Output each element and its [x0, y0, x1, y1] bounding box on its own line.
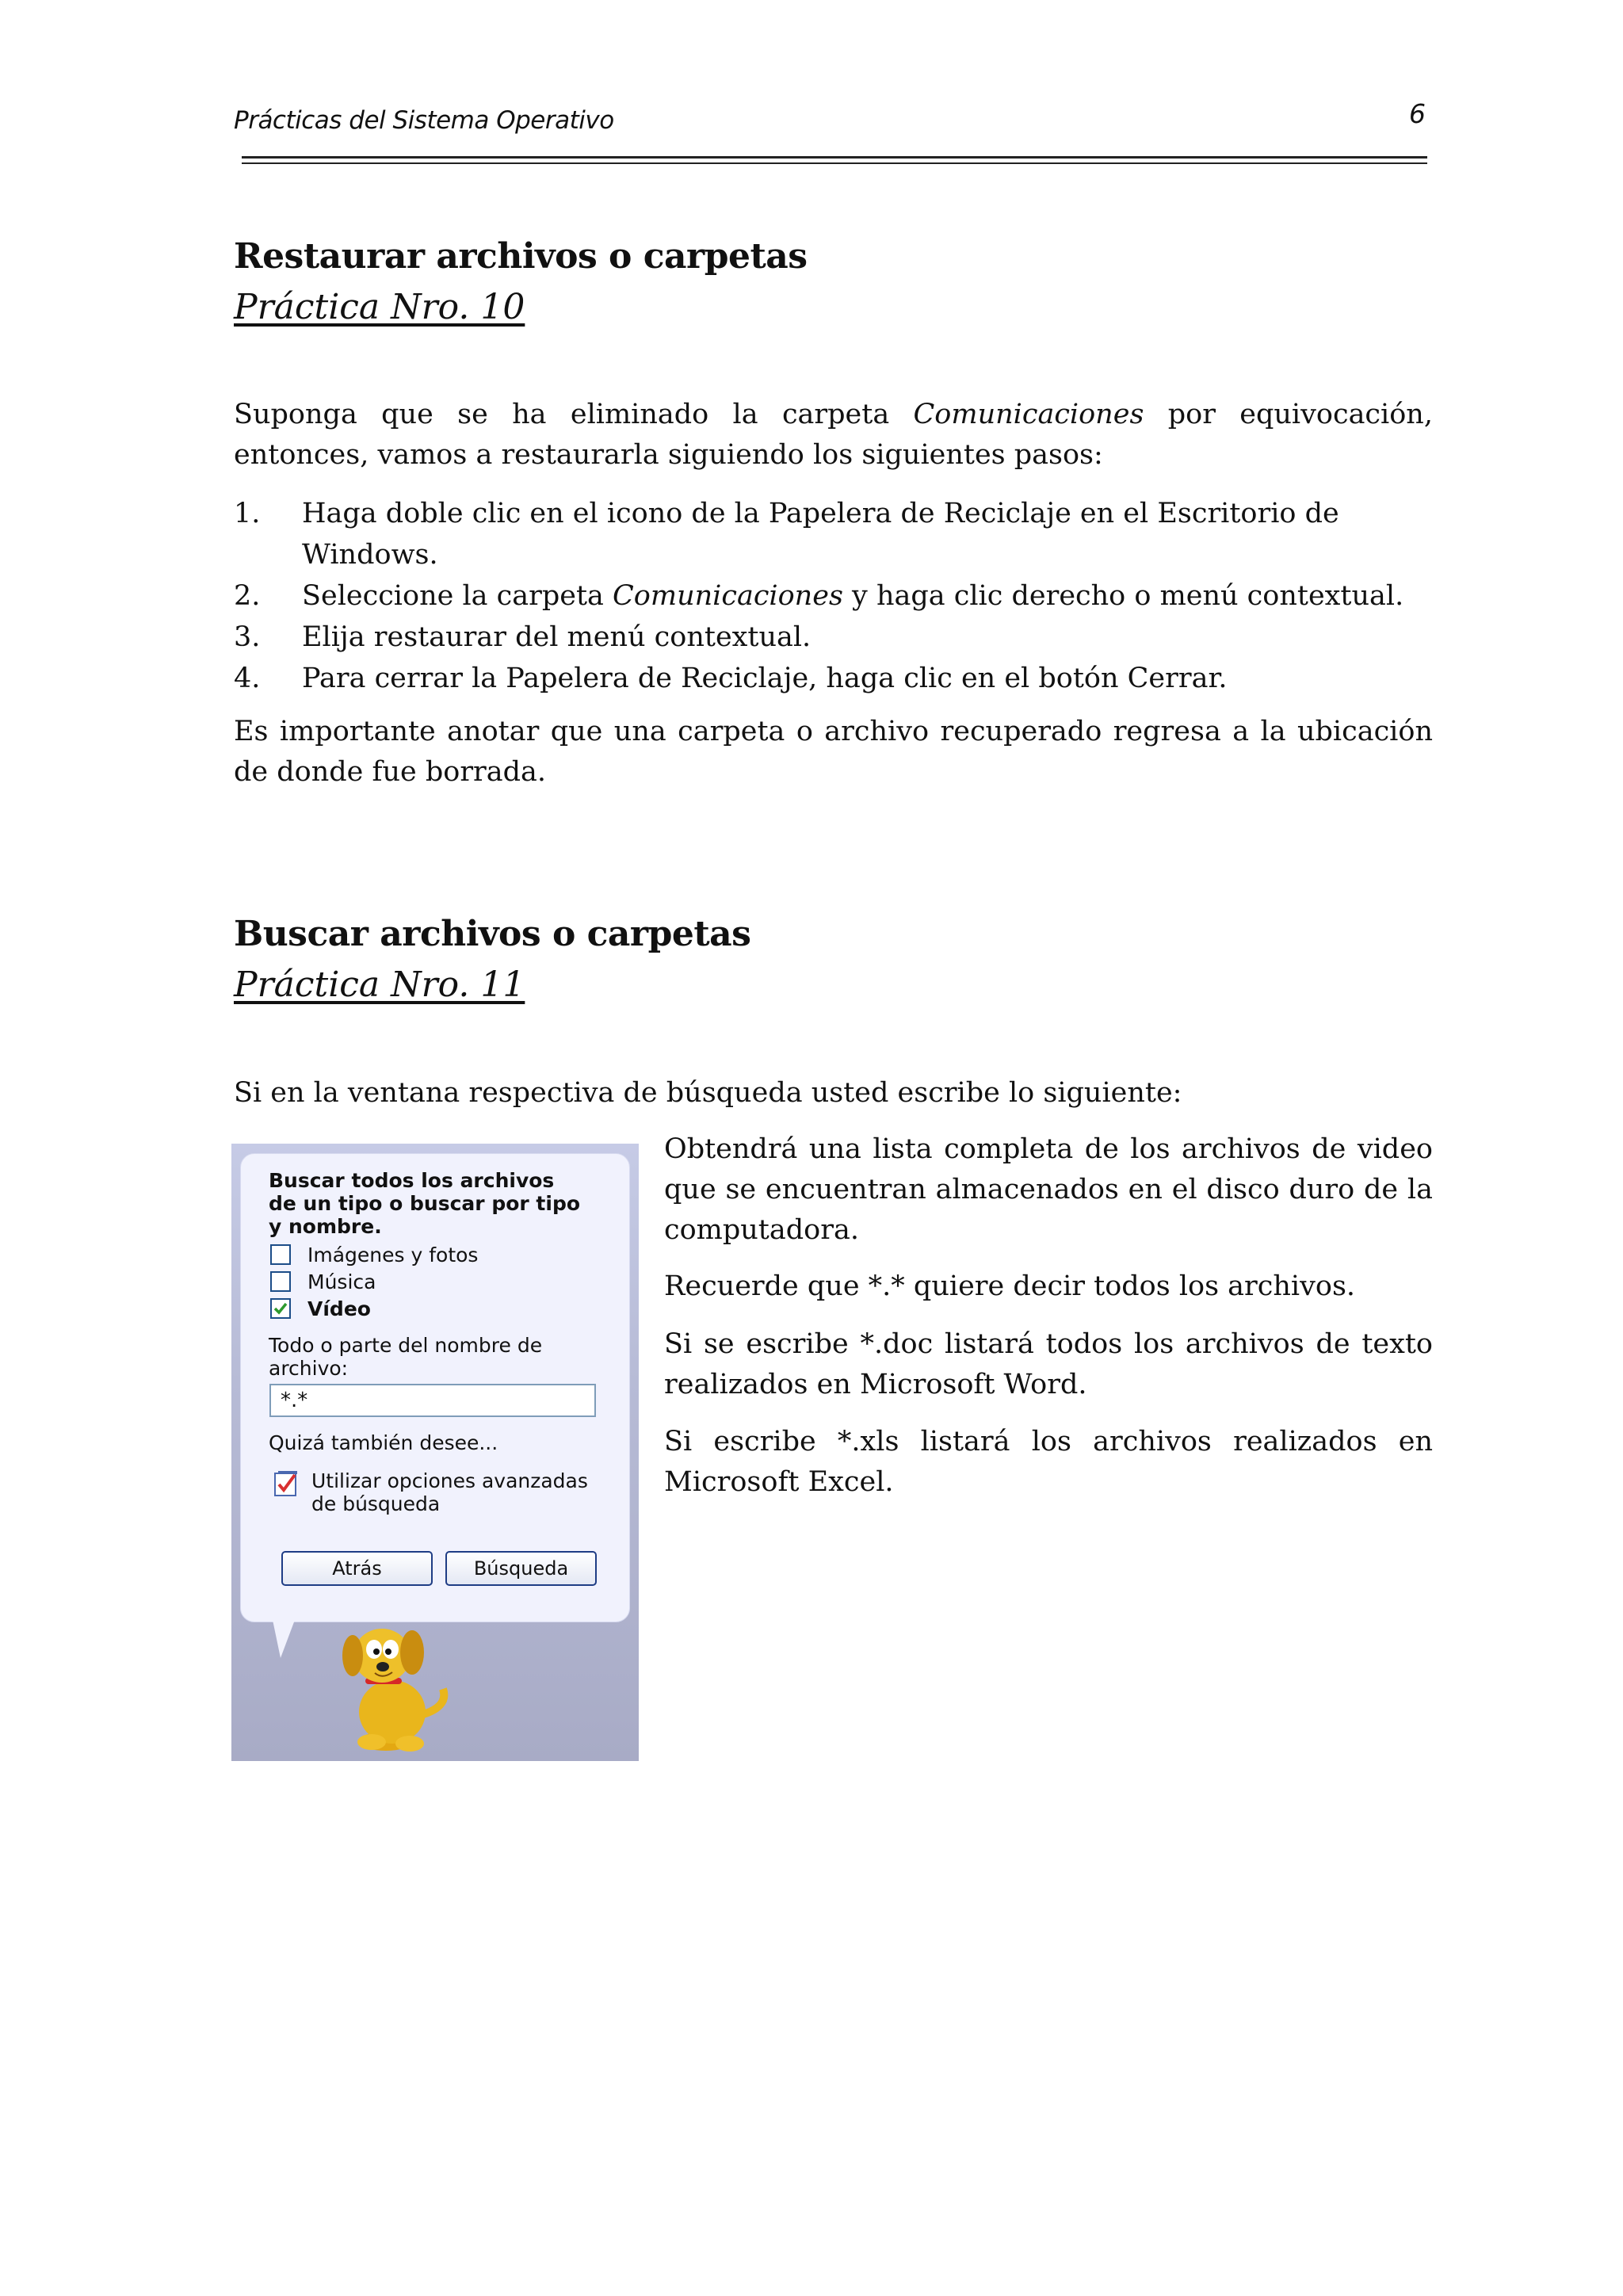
- list-item: 4. Para cerrar la Papelera de Reciclaje, haga clic en el botón Cerrar.: [234, 663, 1228, 694]
- wildcard-doc-paragraph: Si se escribe *.doc listará todos los archivos de texto realizados en Microsoft Word.: [664, 1328, 1433, 1400]
- check-icon: [272, 1300, 289, 1317]
- filename-label: Todo o parte del nombre de archivo:: [269, 1334, 543, 1380]
- header-rule: [242, 156, 1427, 159]
- list-item: 3. Elija restaurar del menú contextual.: [234, 621, 812, 653]
- wildcard-xls-paragraph: Si escribe *.xls listará los archivos realizados en Microsoft Excel.: [664, 1426, 1433, 1498]
- page-number: 6: [1409, 98, 1426, 129]
- search-result-paragraph: Obtendrá una lista completa de los archivos de video que se encuentran almacenados en el disco duro de la computadora.: [664, 1133, 1433, 1246]
- wildcard-all-paragraph: Recuerde que *.* quiere decir todos los archivos.: [664, 1270, 1356, 1302]
- search-companion-screenshot: [231, 1144, 639, 1761]
- advanced-options-link[interactable]: Utilizar opciones avanzadas de búsqueda: [311, 1469, 588, 1515]
- restore-note-paragraph: Es importante anotar que una carpeta o archivo recuperado regresa a la ubicación de donde fue borrada.: [234, 716, 1433, 788]
- filename-input[interactable]: *.*: [269, 1384, 596, 1417]
- list-item: 2. Seleccione la carpeta Comunicaciones y haga clic derecho o menú contextual.: [234, 580, 1404, 612]
- list-item: 1. Haga doble clic en el icono de la Papelera de Reciclaje en el Escritorio de Windows.: [234, 498, 1339, 571]
- search-intro-paragraph: Si en la ventana respectiva de búsqueda usted escribe lo siguiente:: [234, 1077, 1182, 1109]
- section-title-search: Buscar archivos o carpetas: [234, 914, 751, 954]
- images-option-label: Imágenes y fotos: [307, 1244, 479, 1266]
- video-checkbox[interactable]: [270, 1298, 291, 1319]
- section-title-restore: Restaurar archivos o carpetas: [234, 236, 808, 277]
- running-header: Prácticas del Sistema Operativo: [234, 106, 614, 135]
- maybe-label: Quizá también desee...: [269, 1431, 498, 1454]
- images-checkbox[interactable]: [270, 1244, 291, 1265]
- music-checkbox[interactable]: [270, 1271, 291, 1292]
- search-dog-icon: [330, 1621, 457, 1755]
- restore-intro-paragraph: Suponga que se ha eliminado la carpeta Comunicaciones por equivocación, entonces, vamos a restaurarla siguiendo los siguientes pasos:: [234, 399, 1433, 471]
- section-subtitle-practice-10: Práctica Nro. 10: [234, 287, 525, 327]
- header-rule-thin: [242, 162, 1427, 164]
- music-option-label: Música: [307, 1270, 376, 1293]
- back-button[interactable]: Atrás: [281, 1551, 433, 1586]
- section-subtitle-practice-11: Práctica Nro. 11: [234, 965, 525, 1005]
- advanced-options-icon: [273, 1470, 300, 1497]
- restore-steps-list: [234, 493, 1433, 699]
- video-option-label: Vídeo: [307, 1297, 371, 1320]
- search-button[interactable]: Búsqueda: [445, 1551, 597, 1586]
- search-heading: Buscar todos los archivos de un tipo o buscar por tipo y nombre.: [269, 1169, 581, 1238]
- balloon-tail: [273, 1620, 295, 1658]
